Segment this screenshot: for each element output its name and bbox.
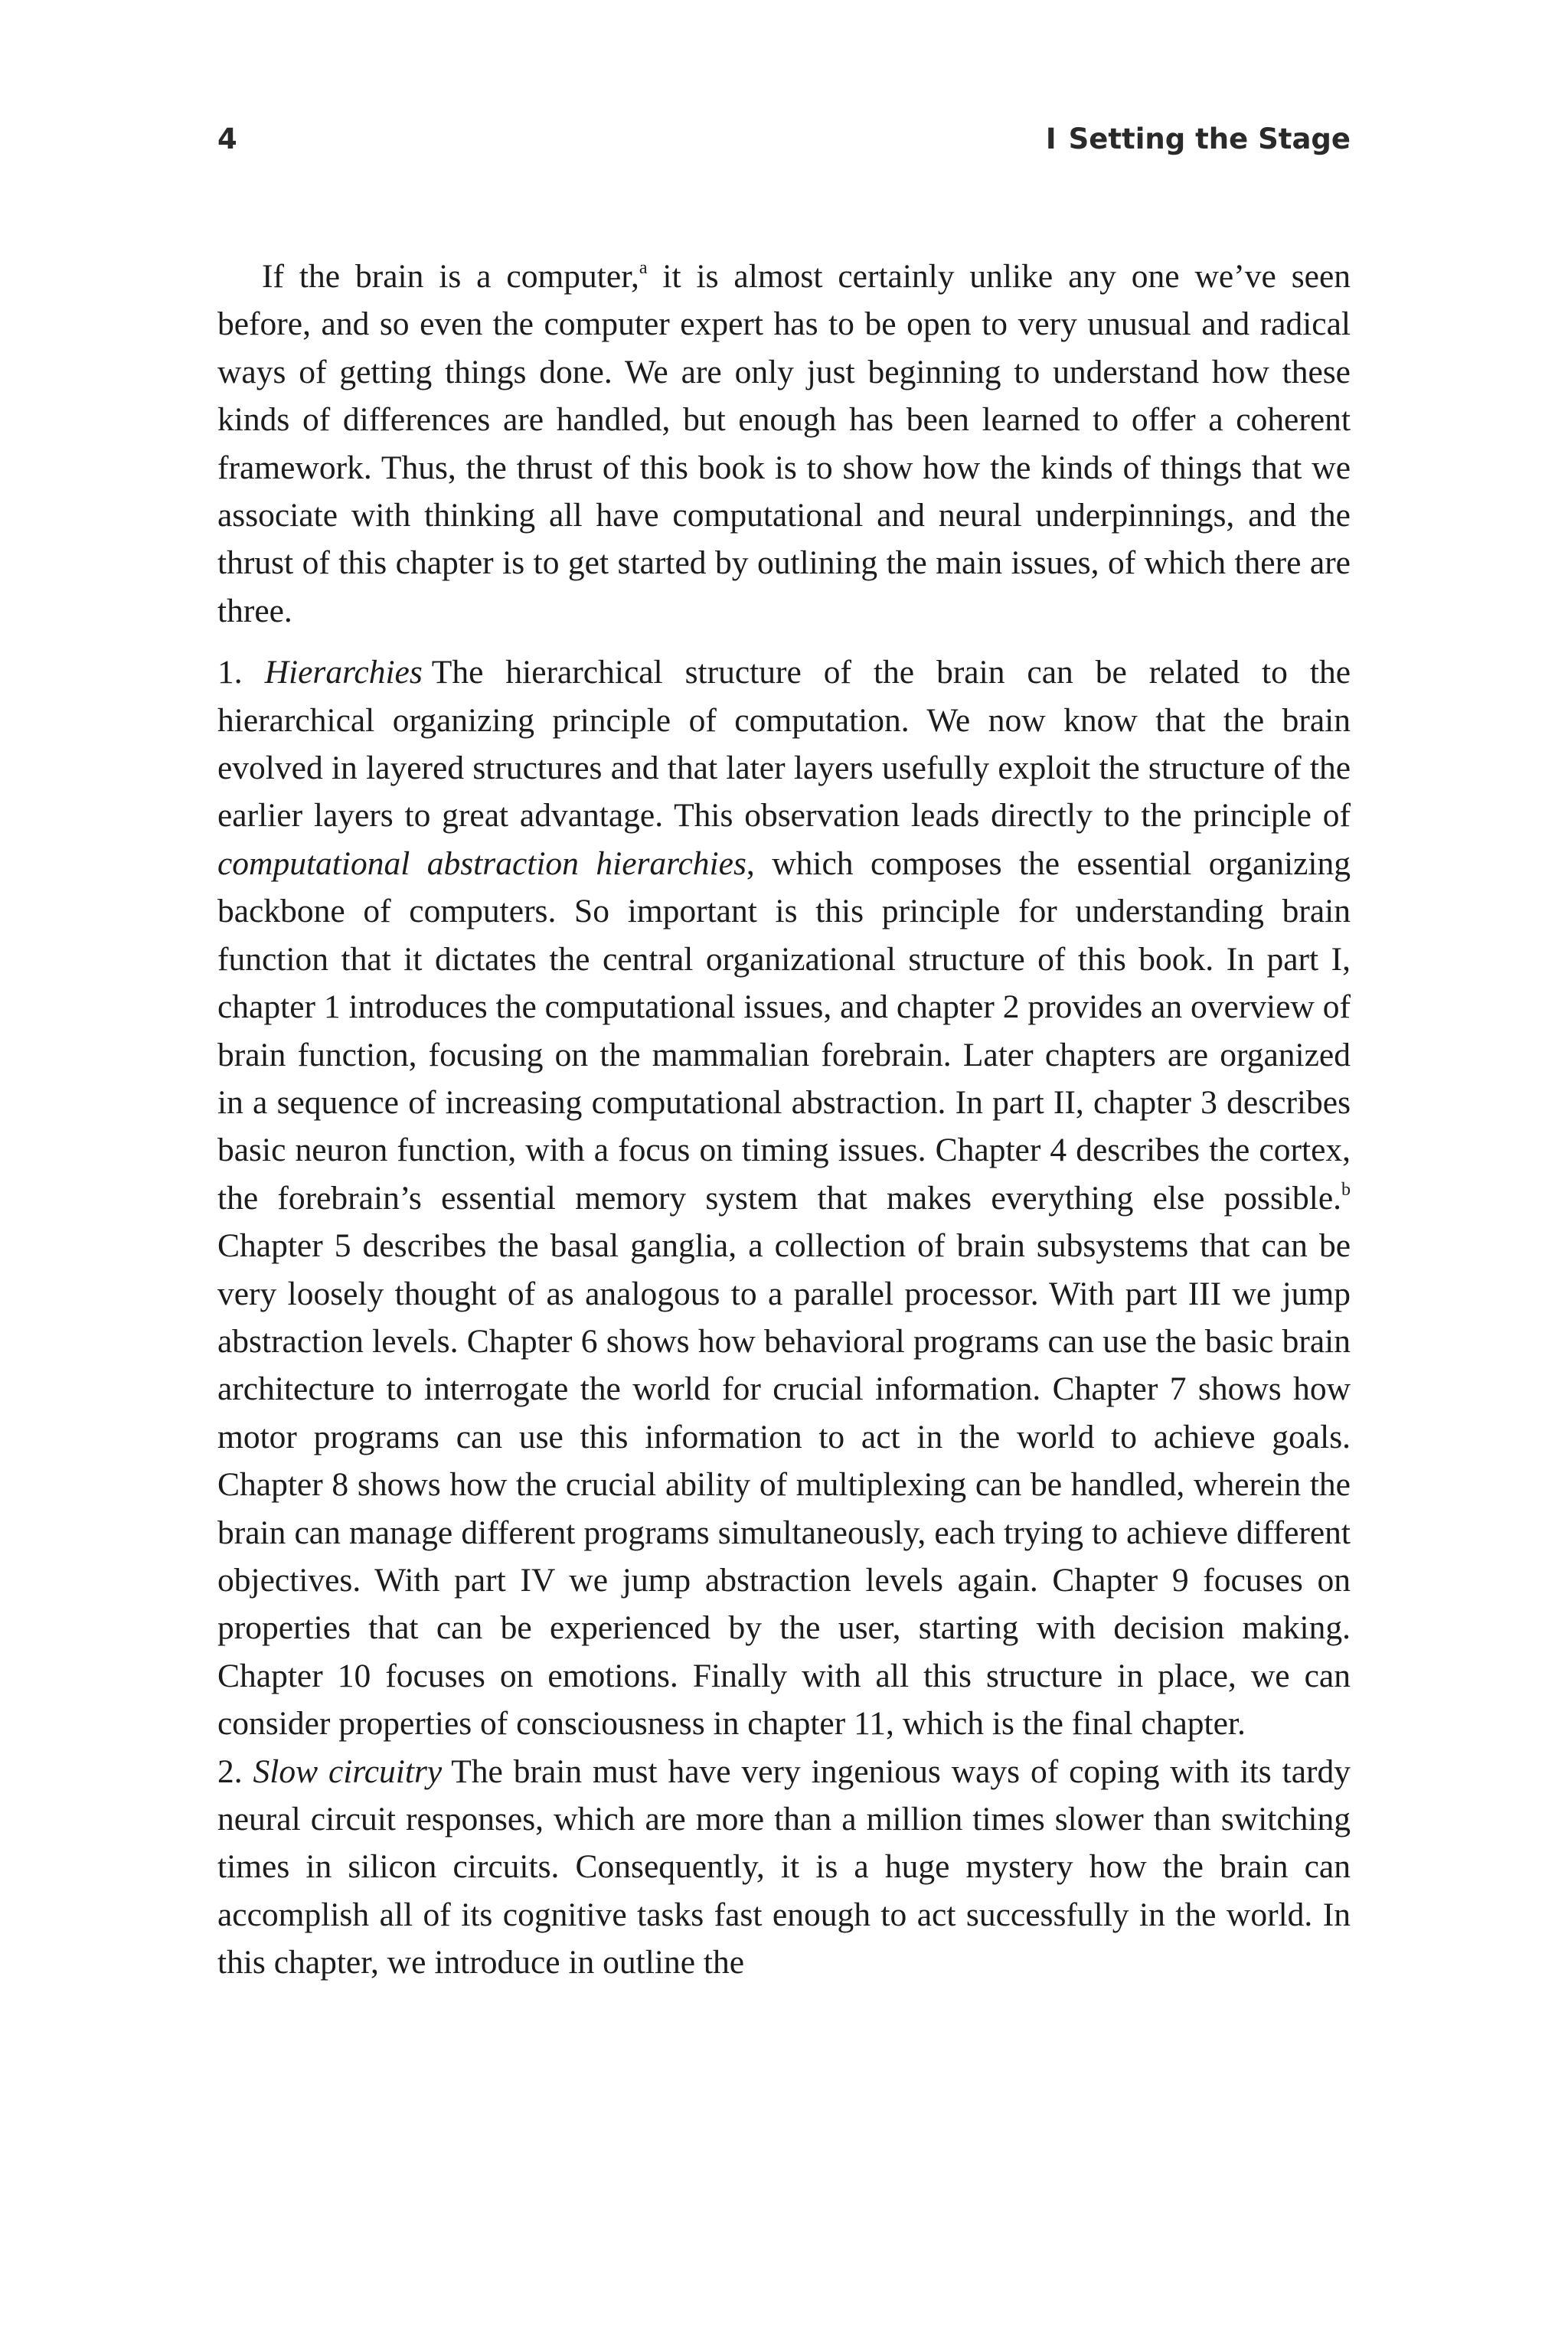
intro-paragraph: [217, 253, 1351, 635]
item-label: Hierarchies: [264, 654, 423, 691]
section-heading: [1046, 122, 1351, 155]
item-number: 2.: [217, 1753, 243, 1790]
list-item-hierarchies: [217, 648, 1351, 1747]
intro-text-1: If the brain is a computer,: [262, 258, 639, 295]
item-text-1: The hierarchical structure of the brain can be related to the hierarchical organizing principle of computation. We now know that the brain evolved in layered structures and that later layers usefully exploit the structure of the earlier layers to great advantage. This observation leads directly to the principle of: [217, 654, 1351, 835]
list-item-slow-circuitry: [217, 1748, 1351, 1987]
running-head: [217, 122, 1351, 165]
page-number: 4: [217, 122, 237, 155]
item-number: 1.: [217, 654, 243, 691]
footnote-marker-b: b: [1341, 1179, 1351, 1200]
item-text-1: The brain must have very ingenious ways of coping with its tardy neural circuit responses, which are more than a million times slower than switching times in silicon circuits. Consequently, it is a huge mystery how the brain can accomplish all of its cognitive tasks fast enough to act successfully in the world. In this chapter, we introduce in outline the: [217, 1753, 1351, 1981]
body-text: [217, 253, 1351, 1987]
italic-term: computational abstraction hierarchies: [217, 844, 746, 882]
item-label: Slow circuitry: [253, 1753, 443, 1790]
part-number: I: [1045, 122, 1057, 155]
footnote-marker-a: a: [639, 258, 648, 278]
item-text-3: Chapter 5 describes the basal ganglia, a collection of brain subsystems that can be very loosely thought of as analogous to a parallel processor. With part III we jump abstraction levels. Chapter 6 shows how behavioral programs can use the basic brain architecture to interrogate the world for crucial information. Chapter 7 shows how motor programs can use this information to act in the world to achieve goals. Chapter 8 shows how the crucial ability of multiplexing can be handled, wherein the brain can manage different programs simultaneously, each trying to achieve different objectives. With part IV we jump abstraction levels again. Chapter 9 focuses on properties that can be experienced by the user, starting with decision making. Chapter 10 focuses on emotions. Finally with all this structure in place, we can consider properties of consciousness in chapter 11, which is the final chapter.: [217, 1227, 1351, 1743]
book-page: [217, 0, 1351, 2352]
intro-text-2: it is almost certainly unlike any one we’ve seen before, and so even the computer expert has to be open to very unusual and radical ways of getting things done. We are only just beginning to understand how these kinds of differences are handled, but enough has been learned to offer a coherent framework. Thus, the thrust of this book is to show how the kinds of things that we associate with thinking all have computational and neural underpinnings, and the thrust of this chapter is to get started by outlining the main issues, of which there are three.: [217, 258, 1351, 629]
item-text-2: , which composes the essential organizing backbone of computers. So important is this principle for understanding brain function that it dictates the central organizational structure of this book. In part I, chapter 1 introduces the computational issues, and chapter 2 provides an overview of brain function, focusing on the mammalian forebrain. Later chapters are organized in a sequence of increasing computational abstraction. In part II, chapter 3 describes basic neuron function, with a focus on timing issues. Chapter 4 describes the cortex, the forebrain’s essential memory system that makes everything else possible.: [217, 844, 1351, 1217]
section-title: Setting the Stage: [1068, 122, 1351, 155]
